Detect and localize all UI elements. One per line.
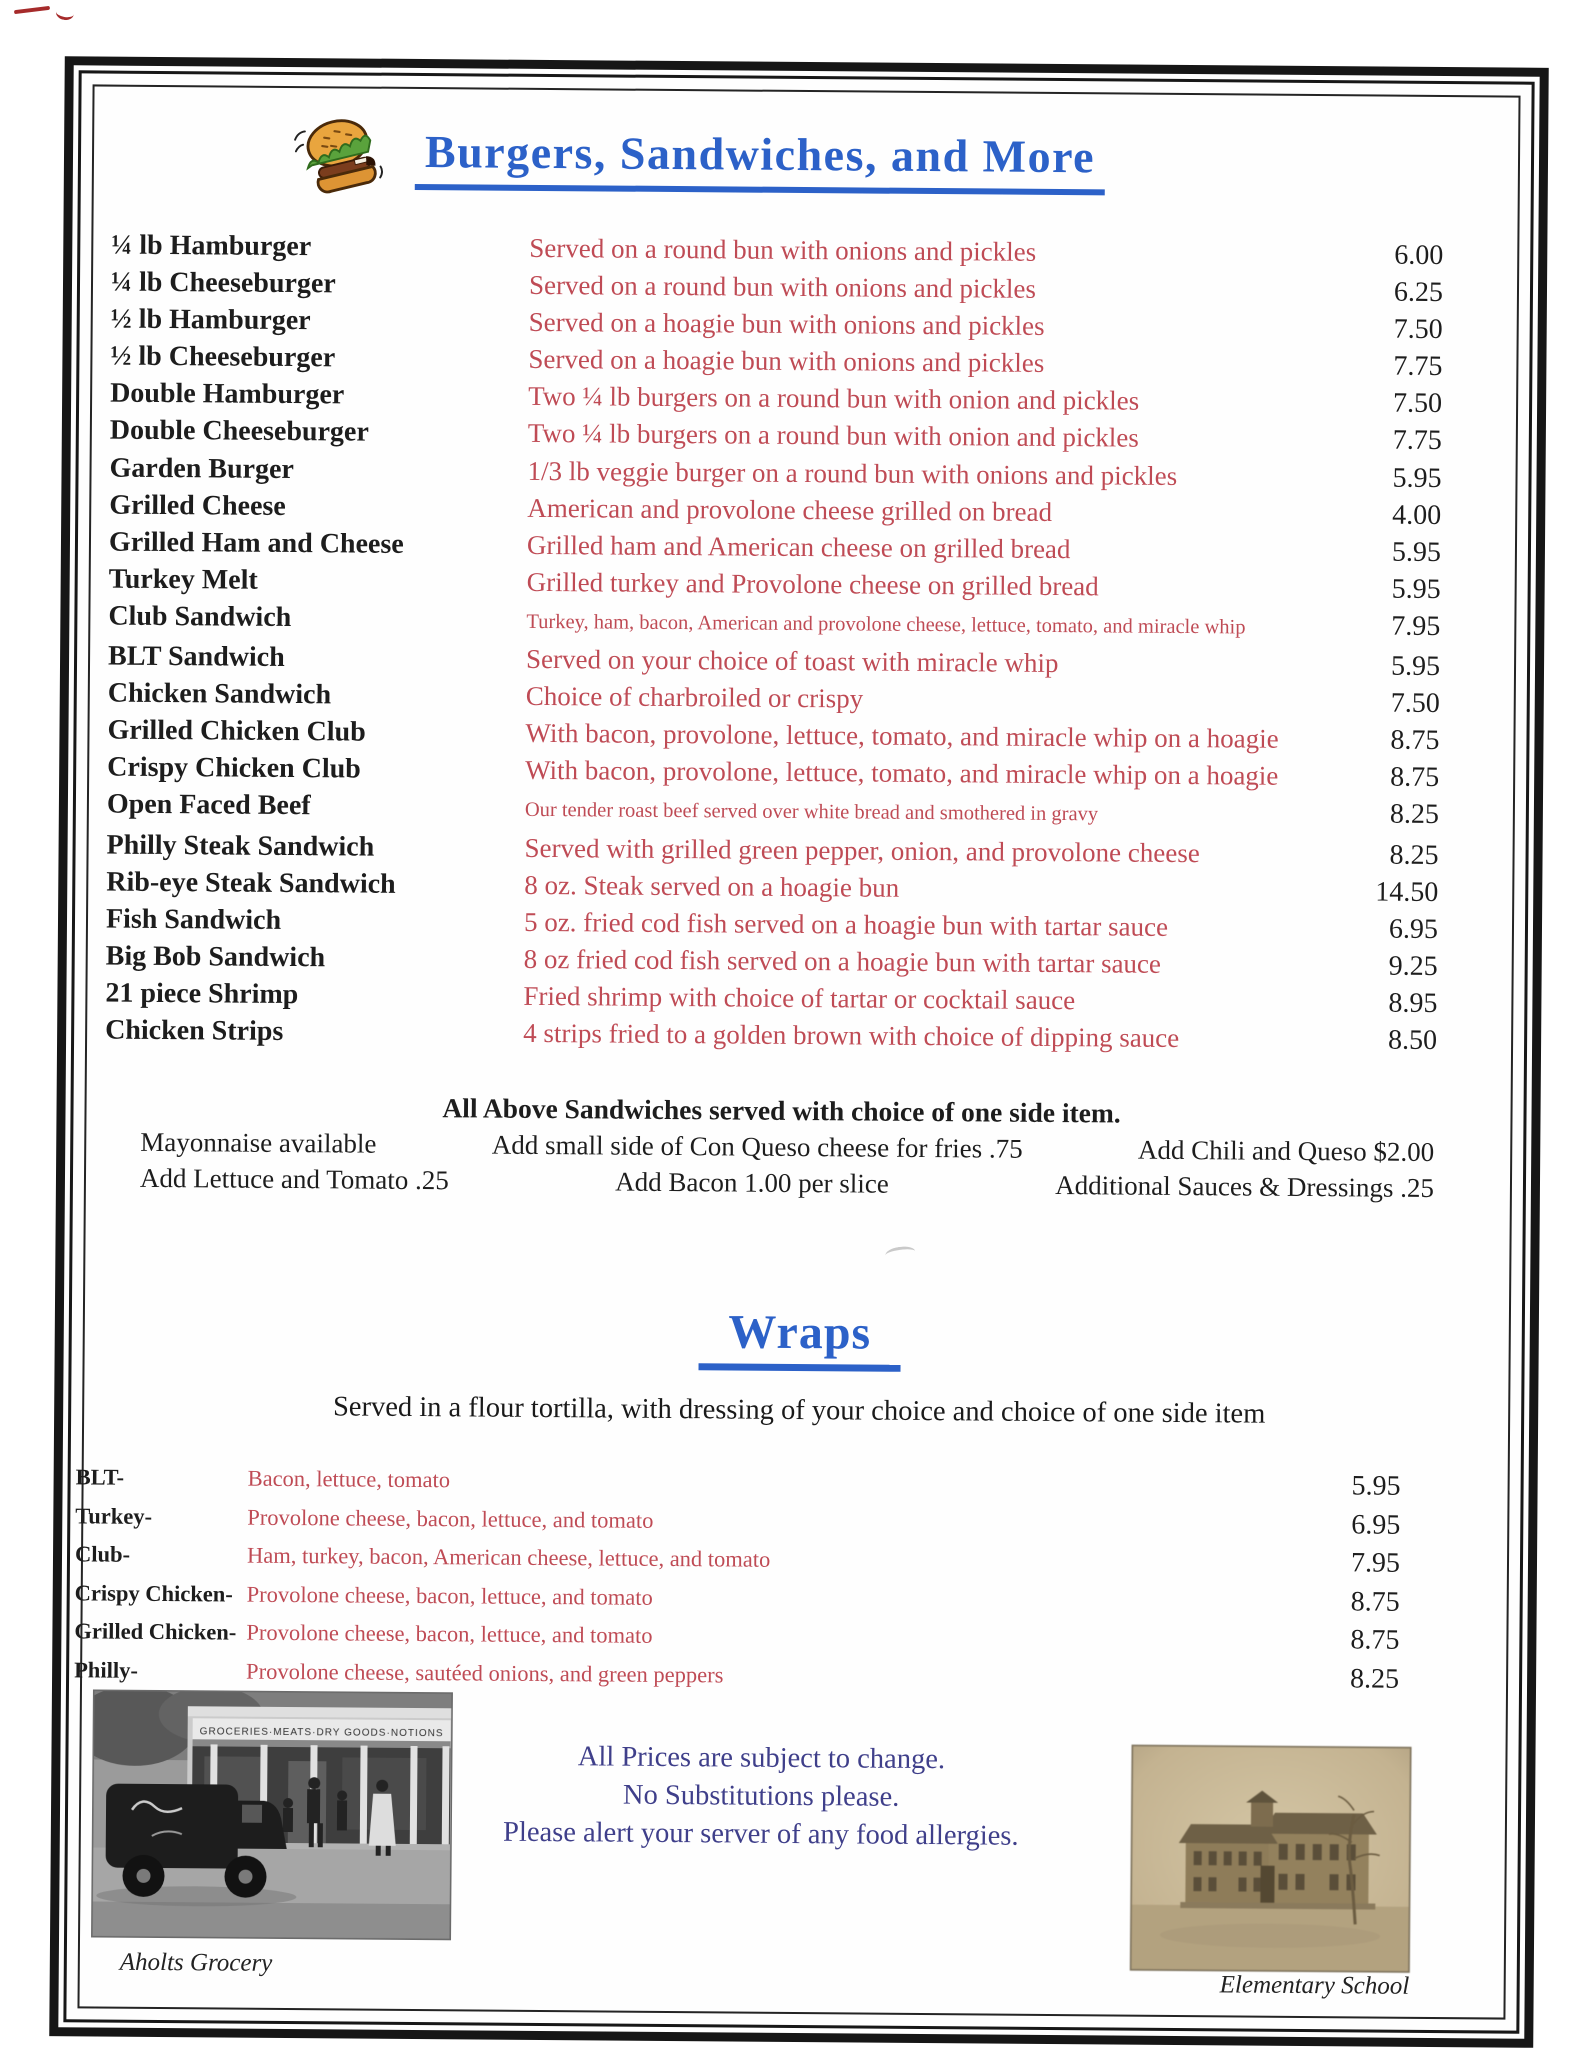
menu-item-description: Two ¼ lb burgers on a round bun with onion and pickles: [528, 381, 1140, 417]
wrap-item-description: Provolone cheese, bacon, lettuce, and tomato: [247, 1504, 654, 1533]
wrap-item-price: 8.75: [1350, 1585, 1400, 1618]
menu-page-content: [74, 86, 1518, 2017]
page-title: Burgers, Sandwiches, and More: [415, 124, 1106, 194]
menu-item-name: Club Sandwich: [108, 600, 292, 633]
menu-item-price: 8.95: [1388, 987, 1438, 1019]
menu-item-price: 6.00: [1394, 239, 1444, 272]
note-chili-queso: Add Chili and Queso $2.00: [1137, 1134, 1435, 1168]
menu-item-name: ¼ lb Cheeseburger: [110, 266, 336, 300]
menu-item-description: Served on a round bun with onions and pickles: [528, 269, 1037, 304]
frame-inner-rule: [74, 84, 1520, 2019]
menu-item-name: Fish Sandwich: [105, 903, 282, 936]
menu-item-name: Rib-eye Steak Sandwich: [106, 866, 396, 900]
wrap-item-price: 5.95: [1351, 1470, 1401, 1502]
menu-item-description: Our tender roast beef served over white bread and smothered in gravy: [524, 799, 1099, 826]
menu-item-price: 8.25: [1389, 799, 1440, 831]
menu-item-description: Served on your choice of toast with miracle whip: [525, 643, 1059, 679]
menu-item-description: Served on a round bun with onions and pickles: [529, 232, 1037, 267]
menu-item-price: 8.50: [1387, 1024, 1438, 1056]
menu-item-name: Chicken Strips: [105, 1014, 284, 1047]
menu-item-description: Grilled turkey and Provolone cheese on grilled bread: [526, 566, 1099, 602]
frame-middle-rule: [63, 70, 1534, 2033]
scan-mark: [14, 6, 50, 14]
wrap-item-price: 7.95: [1350, 1547, 1401, 1579]
wraps-subtitle: Served in a flour tortilla, with dressing of your choice and choice of one side item: [332, 1391, 1266, 1430]
menu-item-price: 7.50: [1390, 687, 1440, 720]
note-bacon: Add Bacon 1.00 per slice: [615, 1166, 889, 1199]
menu-item-price: 6.25: [1393, 276, 1444, 309]
menu-item-price: 7.50: [1393, 313, 1443, 346]
menu-item-name: Garden Burger: [109, 452, 294, 485]
menu-item-price: 14.50: [1375, 876, 1439, 908]
wrap-item-description: Ham, turkey, bacon, American cheese, lettuce, and tomato: [246, 1542, 771, 1572]
sandwich-notes: [104, 1087, 1499, 1207]
burgers-menu-list: [105, 227, 1505, 1060]
wrap-item-description: Bacon, lettuce, tomato: [247, 1465, 451, 1493]
wrap-item-name: Turkey-: [75, 1502, 153, 1529]
menu-item-name: ¼ lb Hamburger: [111, 229, 312, 263]
menu-page-frame: [49, 56, 1549, 2048]
wrap-item-description: Provolone cheese, sautéed onions, and green peppers: [246, 1658, 724, 1687]
note-sauces: Additional Sauces & Dressings .25: [1055, 1170, 1435, 1204]
menu-item-description: 8 oz. Steak served on a hoagie bun: [524, 869, 900, 903]
wrap-item-name: Crispy Chicken-: [74, 1579, 233, 1607]
hamburger-icon: [293, 108, 390, 205]
menu-item-name: Turkey Melt: [108, 563, 258, 596]
notice-line-substitutions: No Substitutions please.: [622, 1779, 900, 1813]
grocery-photo-caption: Aholts Grocery: [119, 1948, 273, 1977]
menu-item-price: 6.95: [1388, 913, 1439, 945]
menu-item-description: With bacon, provolone, lettuce, tomato, and miracle whip on a hoagie: [525, 718, 1279, 754]
menu-item-name: Grilled Chicken Club: [107, 714, 366, 748]
menu-item-description: American and provolone cheese grilled on bread: [527, 492, 1053, 527]
menu-item-description: Served with grilled green pepper, onion, and provolone cheese: [524, 832, 1200, 868]
menu-item-price: 7.95: [1391, 610, 1441, 642]
menu-item-description: Served on a hoagie bun with onions and pickles: [528, 307, 1045, 342]
menu-item-name: 21 piece Shrimp: [105, 977, 299, 1010]
menu-item-name: Double Hamburger: [110, 377, 345, 411]
wrap-item-name: BLT-: [75, 1464, 125, 1490]
wrap-item-price: 8.75: [1350, 1624, 1400, 1656]
wraps-title: Wraps: [698, 1304, 901, 1372]
menu-item-description: 5 oz. fried cod fish served on a hoagie bun with tartar sauce: [523, 906, 1169, 942]
note-con-queso: Add small side of Con Queso cheese for fries .75: [491, 1129, 1023, 1164]
wrap-item-price: 6.95: [1351, 1508, 1401, 1541]
menu-item-price: 9.25: [1388, 950, 1438, 982]
scan-mark: [55, 5, 75, 22]
notes-heading: All Above Sandwiches served with choice of one side item.: [442, 1092, 1121, 1129]
menu-item-description: Two ¼ lb burgers on a round bun with onion and pickles: [527, 418, 1139, 454]
wrap-item-description: Provolone cheese, bacon, lettuce, and tomato: [246, 1581, 653, 1610]
wrap-item-name: Grilled Chicken-: [74, 1618, 237, 1645]
menu-item-description: 1/3 lb veggie burger on a round bun with onions and pickles: [527, 455, 1178, 491]
menu-item-name: Crispy Chicken Club: [107, 751, 361, 785]
menu-item-price: 7.50: [1392, 388, 1443, 420]
menu-item-name: Open Faced Beef: [106, 788, 311, 822]
menu-item-price: 8.25: [1389, 839, 1439, 871]
menu-item-description: 8 oz fried cod fish served on a hoagie bun with tartar sauce: [523, 943, 1162, 979]
menu-item-name: Chicken Sandwich: [107, 677, 332, 711]
notice-line-allergies: Please alert your server of any food allergies.: [503, 1816, 1019, 1852]
menu-item-description: 4 strips fried to a golden brown with choice of dipping sauce: [523, 1017, 1180, 1053]
menu-item-price: 5.95: [1391, 573, 1441, 605]
menu-item-price: 4.00: [1392, 499, 1442, 531]
menu-item-name: ½ lb Cheeseburger: [110, 340, 336, 374]
menu-item-name: BLT Sandwich: [107, 640, 285, 673]
menu-item-description: Choice of charbroiled or crispy: [525, 680, 864, 714]
menu-item-price: 7.75: [1392, 425, 1442, 457]
menu-item-price: 8.75: [1390, 724, 1440, 757]
notice-line-prices: All Prices are subject to change.: [577, 1741, 946, 1776]
scan-smudge: [885, 1245, 916, 1262]
menu-item-description: Turkey, ham, bacon, American and provolone cheese, lettuce, tomato, and miracle whip: [526, 610, 1246, 639]
section-header-burgers: [2, 102, 1397, 217]
menu-item-price: 5.95: [1391, 536, 1442, 568]
menu-item-name: Big Bob Sandwich: [105, 940, 326, 974]
footer-notice: [381, 1737, 1142, 1857]
menu-item-description: With bacon, provolone, lettuce, tomato, and miracle whip on a hoagie: [525, 755, 1279, 792]
menu-item-price: 7.75: [1393, 350, 1443, 383]
section-wraps: [74, 1300, 1497, 1700]
menu-item-name: Double Cheeseburger: [109, 415, 369, 449]
menu-item-name: ½ lb Hamburger: [110, 303, 311, 337]
menu-item-name: Grilled Ham and Cheese: [108, 526, 404, 560]
wraps-menu-list: [74, 1457, 1496, 1699]
school-photo-caption: Elementary School: [1219, 1971, 1410, 2000]
menu-item-name: Grilled Cheese: [109, 489, 286, 522]
menu-item-price: 5.95: [1390, 650, 1441, 683]
menu-item-description: Fried shrimp with choice of tartar or cocktail sauce: [523, 980, 1076, 1016]
note-lettuce-tomato: Add Lettuce and Tomato .25: [139, 1162, 449, 1196]
menu-item-description: Served on a hoagie bun with onions and pickles: [528, 344, 1045, 379]
wrap-item-name: Philly-: [74, 1656, 138, 1683]
grocery-sign-text: GROCERIES·MEATS·DRY GOODS·NOTIONS: [199, 1726, 443, 1740]
school-photo: [1130, 1745, 1412, 1973]
menu-item-price: 5.95: [1392, 462, 1442, 494]
menu-item-description: Grilled ham and American cheese on grilled bread: [526, 529, 1071, 564]
wrap-item-price: 8.25: [1349, 1662, 1400, 1695]
menu-item-name: Philly Steak Sandwich: [106, 829, 375, 863]
note-mayonnaise: Mayonnaise available: [140, 1126, 377, 1159]
wrap-item-description: Provolone cheese, bacon, lettuce, and tomato: [246, 1619, 653, 1648]
menu-item-price: 8.75: [1390, 761, 1440, 794]
wrap-item-name: Club-: [74, 1541, 131, 1567]
